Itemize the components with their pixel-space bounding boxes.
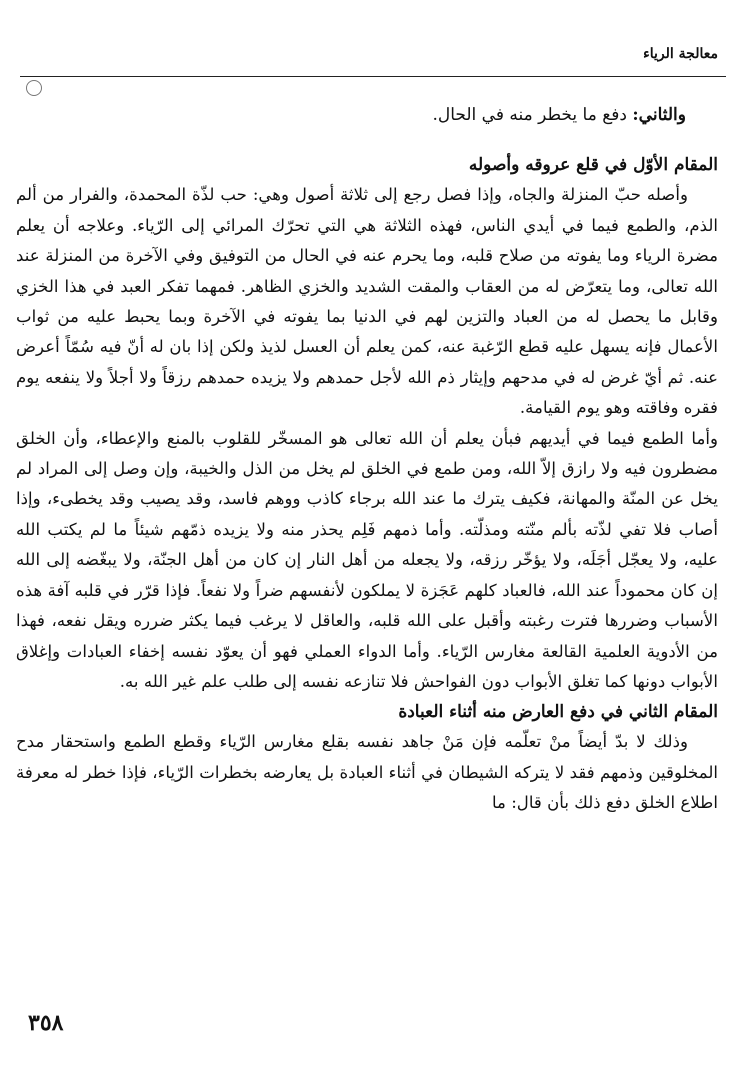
page-corner-mark (26, 80, 42, 96)
intro-text: دفع ما يخطر منه في الحال. (432, 105, 627, 125)
body-text (16, 100, 718, 819)
running-title: معالجة الرياء (643, 46, 718, 62)
section-title: المقام الثاني في دفع العارض منه أثناء العبادة (398, 702, 718, 723)
paragraph: وأما الطمع فيما في أيديهم فبأن يعلم أن الله تعالى هو المسخّر للقلوب بالمنع والإعطاء، وأن الخلق مضطرون فيه ولا رازق إلاّ الله، ومن طمع في الخلق لم يخل من الذل والخيبة، وإن وصل إلى المراد لم يخل عن المنّة والمهانة، فكيف يترك ما عند الله برجاء كاذب ووهم فاسد، وقد يصيب وقد يخطىء، وإذا أصاب فلا تفي لذّته بألم منّته ومذلّته. وأما ذمهم فَلِم يحذر منه ولا يزيده ذمّهم شيئاً ما لم يكتب الله عليه، ولا يعجّل أجَلَه، ولا يؤخّر رزقه، ولا يجعله من أهل النار إن كان من أهل الجنّة، ولا يبغّضه إلى الله إن كان محموداً عند الله، فالعباد كلهم عَجَزة لا يملكون لأنفسهم ضراً ولا نفعاً. فإذا قرّر في قلبه آفة هذه الأسباب وضررها فترت رغبته وأقبل على الله قلبه، والعاقل لا يرغب فيما يكثر ضرره ويقل نفعه، فهذا من الأدوية العلمية القالعة مغارس الرّياء. وأما الدواء العملي فهو أن يعوّد نفسه إخفاء العبادات وإغلاق الأبواب دونها كما تغلق الأبواب دون الفواحش فلا تنازعه نفسه إلى طلب علم غير الله به. (16, 428, 718, 691)
paragraph: وأصله حبّ المنزلة والجاه، وإذا فصل رجع إلى ثلاثة أصول وهي: حب لذّة المحمدة، والفرار من ألم الذم، والطمع فيما في أيدي الناس، فهذه الثلاثة هي التي تحرّك المرائي إلى الرّياء. وعلاجه أن يعلم مضرة الرياء وما يفوته من صلاح قلبه، وما يحرم عنه في الحال من التوفيق وفي الآخرة من المنزلة عند الله تعالى، وما يتعرّض له من العقاب والمقت الشديد والخزي الظاهر. فمهما تفكر العبد في هذا الخزي وقابل ما يحصل له من العباد والتزين لهم في الدنيا بما يفوته في الآخرة وبما يحبط عليه من ثواب الأعمال فإنه يسهل عليه قطع الرّغبة عنه، كمن يعلم أن العسل لذيذ ولكن إذا بان له أنّ فيه سُمّاً أعرض عنه. ثم أيّ غرض له في مدحهم وإيثار ذم الله لأجل حمدهم ولا يزيده حمدهم رزقاً ولا أجلاً ولا ينفعه يوم فقره وفاقته وهو يوم القيامة. (16, 185, 718, 418)
section-title: المقام الأوّل في قلع عروقه وأصوله (468, 155, 718, 176)
header-divider (20, 76, 726, 77)
intro-label: والثاني: (632, 105, 686, 125)
page-number: ٣٥٨ (28, 1010, 64, 1036)
intro-line (16, 100, 718, 130)
paragraph: وذلك لا بدّ أيضاً منْ تعلّمه فإن مَنْ جاهد نفسه بقلع مغارس الرّياء وقطع الطمع واستحقار مدح المخلوقين وذمهم فقد لا يتركه الشيطان في أثناء العبادة بل يعارضه بخطرات الرّياء، فإذا خطر له معرفة اطلاع الخلق دفع ذلك بأن قال: ما (16, 732, 718, 813)
